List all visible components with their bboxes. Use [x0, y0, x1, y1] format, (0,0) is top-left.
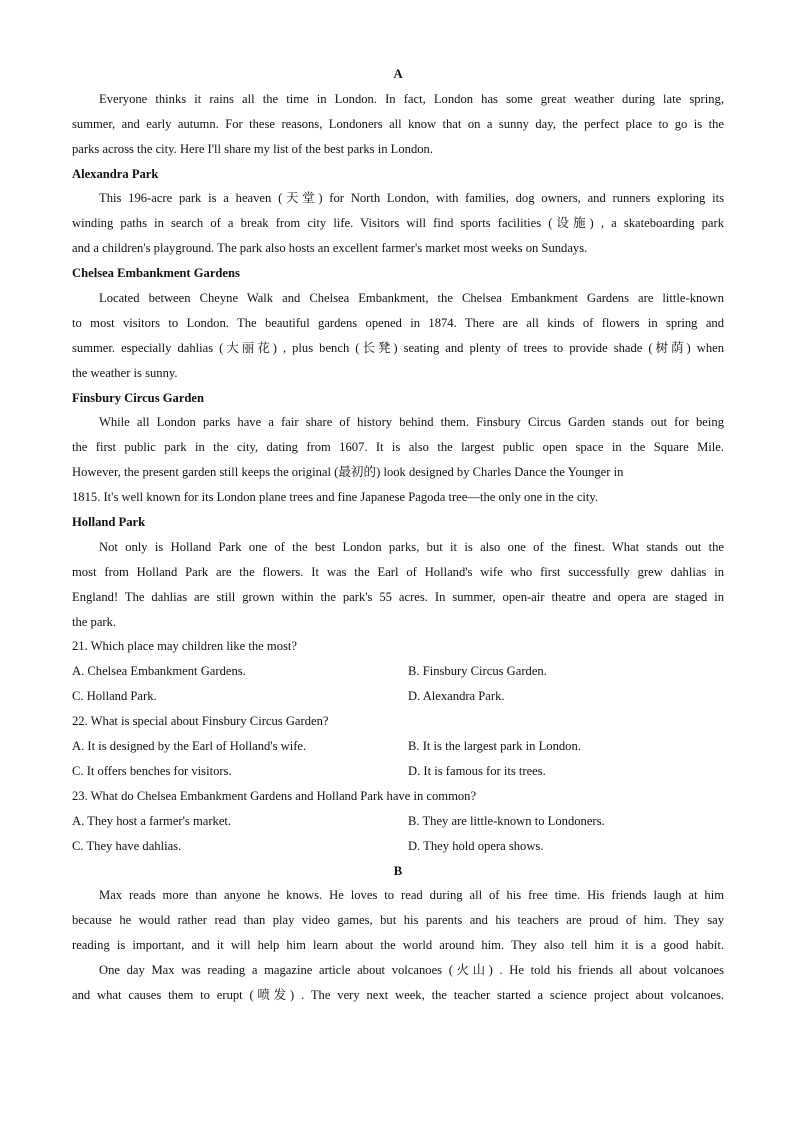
- paragraph-line: parks across the city. Here I'll share my list of the best parks in London.: [72, 141, 433, 156]
- park-finsbury: [72, 386, 724, 510]
- section-b-label: B: [393, 863, 403, 878]
- paragraph-line: England! The dahlias are still grown within the park's 55 acres. In summer, open-air theatre and opera are staged in: [72, 589, 724, 604]
- option-a[interactable]: A. Chelsea Embankment Gardens.: [72, 664, 246, 679]
- option-b[interactable]: B. It is the largest park in London.: [408, 739, 581, 754]
- paragraph-line: Located between Cheyne Walk and Chelsea Embankment, the Chelsea Embankment Gardens are little-known: [99, 291, 724, 306]
- paragraph-line: and what causes them to erupt (喷发) . The very next week, the teacher started a science project about volcanoes.: [72, 987, 724, 1002]
- park-heading: Finsbury Circus Garden: [72, 390, 205, 405]
- option-d[interactable]: D. Alexandra Park.: [408, 689, 505, 704]
- park-heading: Chelsea Embankment Gardens: [72, 266, 240, 281]
- option-a[interactable]: A. They host a farmer's market.: [72, 813, 232, 828]
- question-22: [72, 709, 724, 784]
- park-chelsea: [72, 261, 724, 385]
- option-d[interactable]: D. They hold opera shows.: [408, 838, 544, 853]
- paragraph-line: the first public park in the city, dating from 1607. It is also the largest public open space in the Square Mile.: [72, 440, 724, 455]
- option-b[interactable]: B. They are little-known to Londoners.: [408, 813, 605, 828]
- option-a[interactable]: A. It is designed by the Earl of Holland's wife.: [72, 739, 307, 754]
- option-c[interactable]: C. It offers benches for visitors.: [72, 763, 232, 778]
- paragraph-line: Not only is Holland Park one of the best London parks, but it is also one of the finest. What stands out the: [99, 539, 724, 554]
- option-row: [72, 834, 724, 859]
- question-23: [72, 784, 724, 859]
- paragraph-line: This 196-acre park is a heaven (天堂) for North London, with families, dog owners, and runners exploring its: [99, 191, 724, 206]
- intro-paragraph: [72, 87, 724, 162]
- paragraph-line: summer. especially dahlias (大丽花) , plus bench (长凳) seating and plenty of trees to provide shade (树荫) when: [72, 340, 724, 355]
- paragraph-line: However, the present garden still keeps the original (最初的) look designed by Charles Dance the Younger in: [72, 465, 624, 480]
- section-b-paragraph-1: [72, 883, 724, 958]
- option-d[interactable]: D. It is famous for its trees.: [408, 763, 546, 778]
- paragraph-line: While all London parks have a fair share of history behind them. Finsbury Circus Garden stands out for being: [99, 415, 724, 430]
- paragraph-line: because he would rather read than play video games, but his parents and his teachers are proud of him. They say: [72, 913, 724, 928]
- park-heading: Holland Park: [72, 515, 146, 530]
- section-b-paragraph-2: [72, 958, 724, 1008]
- question-stem: 22. What is special about Finsbury Circus Garden?: [72, 714, 329, 729]
- section-a-label: A: [393, 67, 403, 81]
- option-row: [72, 809, 724, 834]
- paragraph-line: the weather is sunny.: [72, 365, 178, 380]
- park-heading: Alexandra Park: [72, 166, 159, 181]
- option-row: [72, 684, 724, 709]
- paragraph-line: 1815. It's well known for its London plane trees and fine Japanese Pagoda tree—the only one in the city.: [72, 490, 599, 505]
- park-alexandra: [72, 162, 724, 262]
- paragraph-line: winding paths in search of a break from city life. Visitors will find sports facilities (设施) , a skateboarding park: [72, 216, 724, 231]
- paragraph-line: Everyone thinks it rains all the time in London. In fact, London has some great weather during late spring,: [99, 91, 724, 106]
- option-c[interactable]: C. Holland Park.: [72, 689, 157, 704]
- paragraph-line: summer, and early autumn. For these reasons, Londoners all know that on a sunny day, the perfect place to go is the: [72, 116, 724, 131]
- exam-page: [72, 62, 724, 1008]
- paragraph-line: One day Max was reading a magazine article about volcanoes (火山) . He told his friends all about volcanoes: [99, 963, 724, 978]
- option-row: [72, 734, 724, 759]
- paragraph-line: and a children's playground. The park also hosts an excellent farmer's market most weeks on Sundays.: [72, 241, 588, 256]
- question-stem: 23. What do Chelsea Embankment Gardens and Holland Park have in common?: [72, 788, 477, 803]
- question-stem: 21. Which place may children like the most?: [72, 639, 297, 654]
- option-b[interactable]: B. Finsbury Circus Garden.: [408, 664, 547, 679]
- option-c[interactable]: C. They have dahlias.: [72, 838, 182, 853]
- question-21: [72, 634, 724, 709]
- option-row: [72, 659, 724, 684]
- paragraph-line: most from Holland Park are the flowers. It was the Earl of Holland's wife who first successfully grew dahlias in: [72, 564, 724, 579]
- paragraph-line: the park.: [72, 614, 117, 629]
- paragraph-line: Max reads more than anyone he knows. He loves to read during all of his free time. His friends laugh at him: [99, 888, 724, 903]
- park-holland: [72, 510, 724, 634]
- paragraph-line: reading is important, and it will help him learn about the world around him. They also tell him it is a good habit.: [72, 938, 724, 953]
- option-row: [72, 759, 724, 784]
- paragraph-line: to most visitors to London. The beautiful gardens opened in 1874. There are all kinds of flowers in spring and: [72, 315, 724, 330]
